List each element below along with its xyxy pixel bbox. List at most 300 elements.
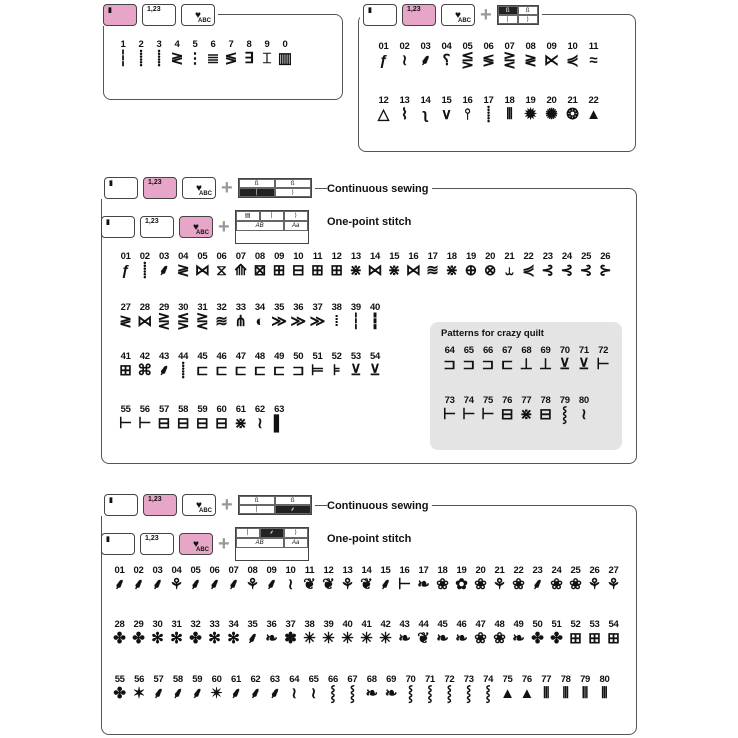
crazy-quilt-row-1 [440, 346, 613, 374]
stitch-item [459, 346, 478, 374]
stitch-item [362, 675, 381, 703]
stitch-pattern-icon: ⦀ [506, 106, 513, 123]
mode-cell[interactable]: ⸽ [498, 15, 518, 24]
stitch-item [270, 303, 289, 331]
stitch-pattern-icon: ⸾ [485, 685, 491, 702]
stitch-number: 22 [588, 95, 599, 106]
stitch-number: 61 [231, 674, 242, 685]
mode-cell[interactable]: ⸽ [260, 211, 284, 221]
stitch-item [231, 303, 250, 331]
stitch-item [206, 40, 220, 68]
stitch-number: 35 [274, 302, 285, 313]
stitch-item [300, 566, 319, 594]
stitch-item [458, 42, 477, 70]
mode-cell[interactable]: ⸙ [260, 528, 284, 538]
stitch-number: 70 [405, 674, 416, 685]
stitch-pattern-icon: ▲ [519, 685, 535, 702]
stitch-item [556, 675, 575, 703]
mode-cell[interactable]: ⟩ [518, 15, 538, 24]
stitch-item [458, 96, 477, 124]
character-key[interactable]: ♥ ABC [179, 533, 213, 555]
stitch-pattern-icon: ⋛ [503, 52, 516, 69]
stitch-number: 49 [274, 351, 285, 362]
character-key[interactable]: ♥ ABC [182, 177, 216, 199]
stitch-number: 08 [254, 251, 265, 262]
stitch-pattern-icon: ≋ [215, 313, 228, 330]
number-key[interactable]: 1,23 [142, 4, 176, 26]
stitch-item [574, 396, 593, 424]
stitch-item [478, 675, 497, 703]
stitch-item [442, 252, 461, 280]
stitch-pattern-icon: ⸾ [427, 685, 433, 702]
stitch-number: 51 [551, 619, 562, 630]
stitch-item [478, 396, 497, 424]
stitch-pattern-icon: ❧ [265, 630, 278, 647]
stitch-item [186, 566, 205, 594]
stitch-pattern-icon: ┆ [118, 50, 128, 67]
stitch-number: 62 [254, 404, 265, 415]
stitch-pattern-icon: ≫ [271, 313, 287, 330]
stitch-number: 01 [120, 251, 131, 262]
stitch-item [262, 566, 281, 594]
stitch-item [154, 405, 173, 433]
stitch-pattern-icon: ⸾ [349, 685, 356, 702]
stitch-number: 38 [331, 302, 342, 313]
stitch-pattern-icon: ⊻ [559, 356, 571, 373]
stitch-pattern-icon: ▲ [586, 106, 601, 123]
stitch-pattern-icon: ⫯ [464, 106, 471, 123]
mode-cell[interactable]: ß [498, 6, 518, 15]
stitch-number: 03 [158, 251, 169, 262]
panel3-stitch-row-4 [116, 405, 289, 433]
stitch-item [174, 252, 193, 280]
stitch-item [440, 346, 459, 374]
stitch-number: 20 [485, 251, 496, 262]
stitch-item [212, 303, 231, 331]
stitch-item [250, 352, 269, 380]
number-key[interactable]: 1,23 [143, 494, 177, 516]
stitch-item [135, 303, 154, 331]
mode-cell[interactable]: ⟩ [275, 188, 311, 197]
stitch-pattern-icon: ⚘ [606, 576, 621, 593]
mode-cell[interactable]: ß [518, 6, 538, 15]
stitch-item [604, 566, 623, 594]
stitch-pattern-icon: ⚘ [245, 576, 260, 593]
stitch-pattern-icon: ≀ [287, 576, 294, 593]
stitch-pattern-icon: ∨ [441, 106, 452, 123]
stitch-number: 71 [578, 345, 589, 356]
stitch-pattern-icon: ⋇ [387, 262, 401, 279]
stitch-item [116, 40, 130, 68]
stitch-number: 08 [525, 41, 536, 52]
mode-selector[interactable] [238, 495, 312, 515]
stitch-item [374, 96, 393, 124]
stitch-pattern-icon: ⸙ [132, 576, 145, 593]
stitch-number: 19 [456, 565, 467, 576]
stitch-number: 68 [521, 345, 532, 356]
mode-cell[interactable]: ⸽ [236, 528, 260, 538]
stitch-item [528, 620, 547, 648]
stitch-item [270, 352, 289, 380]
stitch-item [542, 42, 561, 70]
heart-icon: ♥ [193, 538, 199, 550]
stitch-pattern-icon: ⋇ [520, 406, 533, 423]
plus-icon: + [221, 177, 233, 199]
stitch-item [270, 405, 289, 433]
stitch-pattern-icon: ⊨ [310, 362, 324, 379]
stitch-pattern-icon: ≣ [206, 50, 220, 67]
stitch-number: 07 [228, 565, 239, 576]
stitch-pattern-icon: ❦ [322, 576, 335, 593]
stitch-number: 14 [361, 565, 372, 576]
number-key[interactable]: 1,23 [140, 533, 174, 555]
stitch-number: 65 [463, 345, 474, 356]
stitch-number: 38 [304, 619, 315, 630]
mode-cell[interactable]: AB [236, 221, 284, 231]
stitch-number: 78 [560, 674, 571, 685]
stitch-pattern-icon: ⸾ [330, 685, 336, 702]
mode-cell[interactable]: ▤ [236, 211, 260, 221]
mode-cell[interactable]: ß [239, 496, 275, 505]
mode-cell[interactable]: ß [239, 179, 275, 188]
utility-stitch-key[interactable]: ▮ [101, 533, 135, 555]
stitch-number: 06 [209, 565, 220, 576]
stitch-number: 09 [266, 565, 277, 576]
stitch-pattern-icon: ❀ [569, 576, 582, 593]
stitch-number: 48 [254, 351, 265, 362]
stitch-pattern-icon: ⋔ [234, 313, 247, 330]
stitch-pattern-icon: ⸙ [230, 685, 242, 702]
character-key[interactable]: ♥ ABC [182, 494, 216, 516]
stitch-item [547, 566, 566, 594]
stitch-number: 44 [178, 351, 189, 362]
stitch-pattern-icon: ⌇ [400, 106, 409, 123]
stitch-number: 21 [567, 95, 578, 106]
panel1-stitch-row [116, 40, 292, 68]
stitch-pattern-icon: ◐ [255, 313, 265, 330]
stitch-item [416, 42, 435, 70]
panel3-keys-row1 [101, 177, 315, 199]
stitch-item [346, 252, 365, 280]
stitch-pattern-icon: ⊢ [443, 406, 457, 423]
number-key[interactable]: 1,23 [143, 177, 177, 199]
stitch-item [528, 566, 547, 594]
mode-cell[interactable]: ß [275, 496, 311, 505]
stitch-item [452, 620, 471, 648]
stitch-number: 30 [152, 619, 163, 630]
mode-selector[interactable] [235, 210, 309, 244]
stitch-number: 31 [197, 302, 208, 313]
stitch-pattern-icon: ✻ [170, 630, 183, 647]
stitch-number: 57 [158, 404, 169, 415]
stitch-number: 79 [559, 395, 570, 406]
stitch-number: 23 [542, 251, 553, 262]
stitch-item [566, 620, 585, 648]
stitch-pattern-icon: ⋮ [187, 50, 203, 67]
stitch-item [250, 405, 269, 433]
stitch-number: 36 [266, 619, 277, 630]
utility-stitch-key[interactable]: ▮ [101, 216, 135, 238]
utility-stitch-key[interactable]: ▮ [104, 494, 138, 516]
stitch-number: 52 [331, 351, 342, 362]
stitch-pattern-icon: ✳ [303, 630, 316, 647]
stitch-pattern-icon: ✽ [284, 630, 297, 647]
mode-cell[interactable]: ß [275, 179, 311, 188]
mode-cell[interactable]: AB [236, 538, 284, 548]
continuous-sewing-label: Continuous sewing [327, 183, 432, 195]
stitch-item [224, 566, 243, 594]
mode-cell[interactable]: ⸙ [275, 505, 311, 514]
mode-selector[interactable] [238, 178, 312, 198]
character-key[interactable]: ♥ ABC [179, 216, 213, 238]
stitch-number: 12 [331, 251, 342, 262]
stitch-pattern-icon: ⸽ [181, 362, 186, 379]
stitch-pattern-icon: ⊢ [481, 406, 495, 423]
stitch-item [414, 566, 433, 594]
crazy-quilt-title: Patterns for crazy quilt [441, 328, 544, 339]
stitch-number: 47 [475, 619, 486, 630]
mode-cell[interactable]: ⟩ [284, 211, 308, 221]
stitch-item [395, 566, 414, 594]
stitch-pattern-icon: ⸮ [442, 52, 451, 69]
crazy-quilt-box [430, 322, 622, 450]
panel4-stitch-row-1 [110, 566, 623, 594]
stitch-pattern-icon: ⸙ [113, 576, 126, 593]
stitch-pattern-icon: ✳ [322, 630, 335, 647]
stitch-item [596, 252, 615, 280]
stitch-number: 33 [209, 619, 220, 630]
utility-stitch-key[interactable]: ▮ [363, 4, 397, 26]
stitch-item [246, 675, 265, 703]
stitch-pattern-icon: ≀ [310, 685, 317, 702]
stitch-item [207, 675, 226, 703]
stitch-number: 20 [546, 95, 557, 106]
stitch-item [538, 252, 557, 280]
stitch-item [188, 40, 202, 68]
stitch-pattern-icon: ⋞ [522, 262, 535, 279]
stitch-item [365, 303, 384, 331]
stitch-number: 74 [463, 395, 474, 406]
stitch-item [478, 346, 497, 374]
stitch-pattern-icon: ≷ [176, 262, 190, 279]
stitch-pattern-icon: ⌶ [262, 50, 272, 67]
stitch-pattern-icon: ❧ [384, 685, 398, 702]
utility-stitch-key[interactable]: ▮ [103, 4, 137, 26]
stitch-number: 8 [246, 39, 252, 50]
stitch-number: 55 [114, 674, 125, 685]
panel4-keys-row2 [101, 527, 309, 561]
stitch-number: 18 [504, 95, 515, 106]
stitch-pattern-icon: ✤ [550, 630, 563, 647]
stitch-pattern-icon: ≀ [257, 415, 263, 432]
stitch-number: 11 [312, 251, 323, 262]
stitch-pattern-icon: ⸙ [246, 630, 259, 647]
stitch-pattern-icon: ≀ [291, 685, 298, 702]
stitch-number: 04 [441, 41, 452, 52]
stitch-item [116, 352, 135, 380]
stitch-number: 48 [494, 619, 505, 630]
panel4-keys-row1 [101, 494, 315, 516]
stitch-number: 20 [475, 565, 486, 576]
stitch-number: 67 [347, 674, 358, 685]
plus-icon: + [221, 494, 233, 516]
stitch-item [212, 252, 231, 280]
stitch-item [205, 620, 224, 648]
stitch-pattern-icon: ⊢ [119, 415, 133, 432]
stitch-pattern-icon: ⊱ [598, 262, 612, 279]
stitch-item [566, 566, 585, 594]
stitch-pattern-icon: ⊟ [500, 406, 514, 423]
stitch-item [231, 252, 250, 280]
stitch-pattern-icon: ⸾ [407, 685, 414, 702]
stitch-pattern-icon: ≶ [482, 52, 495, 69]
stitch-number: 28 [114, 619, 125, 630]
stitch-pattern-icon: ❧ [365, 685, 379, 702]
stitch-pattern-icon: ✳ [360, 630, 373, 647]
stitch-pattern-icon: ❧ [455, 630, 468, 647]
stitch-pattern-icon: ƒ [121, 262, 130, 279]
stitch-pattern-icon: ⊰ [560, 262, 574, 279]
stitch-number: 43 [158, 351, 169, 362]
stitch-pattern-icon: ▥ [277, 50, 293, 67]
stitch-pattern-icon: ⥿ [505, 262, 514, 279]
mode-selector[interactable] [235, 527, 309, 561]
stitch-pattern-icon: ≷ [119, 313, 132, 330]
stitch-number: 13 [342, 565, 353, 576]
stitch-pattern-icon: ⋛ [157, 313, 171, 330]
stitch-pattern-icon: ✹ [524, 106, 537, 123]
stitch-item [563, 96, 582, 124]
stitch-pattern-icon: ❀ [436, 576, 449, 593]
stitch-item [498, 396, 517, 424]
stitch-number: 7 [228, 39, 234, 50]
stitch-number: 27 [608, 565, 619, 576]
character-key[interactable]: ♥ ABC [441, 4, 475, 26]
stitch-number: 30 [178, 302, 189, 313]
stitch-number: 31 [171, 619, 182, 630]
stitch-pattern-icon: ⊟ [215, 415, 228, 432]
stitch-item [231, 352, 250, 380]
stitch-pattern-icon: ⊻ [578, 356, 590, 373]
stitch-item [154, 252, 173, 280]
stitch-number: 41 [361, 619, 372, 630]
stitch-number: 16 [408, 251, 419, 262]
stitch-item [574, 346, 593, 374]
stitch-item [168, 675, 187, 703]
stitch-item [129, 675, 148, 703]
stitch-pattern-icon: ⸽ [157, 50, 161, 67]
stitch-item [265, 675, 284, 703]
stitch-number: 21 [494, 565, 505, 576]
stitch-item [490, 566, 509, 594]
stitch-number: 60 [216, 404, 227, 415]
stitch-number: 60 [211, 674, 222, 685]
heart-icon: ♥ [196, 182, 202, 194]
number-key[interactable]: 1,23 [140, 216, 174, 238]
mode-cell[interactable]: ⸽ [239, 188, 275, 197]
stitch-pattern-icon: ⸙ [227, 576, 240, 593]
stitch-pattern-icon: ⊞ [119, 362, 132, 379]
stitch-number: 16 [399, 565, 410, 576]
stitch-pattern-icon: ⸙ [158, 262, 170, 279]
stitch-pattern-icon: ✿ [455, 576, 468, 593]
stitch-item [327, 352, 346, 380]
stitch-pattern-icon: ⸙ [269, 685, 281, 702]
stitch-item [517, 346, 536, 374]
mode-cell[interactable]: ⸽ [239, 505, 275, 514]
stitch-number: 59 [197, 404, 208, 415]
stitch-item [170, 40, 184, 68]
stitch-pattern-icon: ✴ [210, 685, 223, 702]
stitch-item [262, 620, 281, 648]
stitch-item [575, 675, 594, 703]
stitch-pattern-icon: ⊢ [138, 415, 152, 432]
mode-selector[interactable] [497, 5, 539, 25]
character-key[interactable]: ♥ ABC [181, 4, 215, 26]
stitch-item [517, 675, 536, 703]
stitch-pattern-icon: ⸙ [265, 576, 278, 593]
stitch-number: 08 [247, 565, 258, 576]
stitch-pattern-icon: ⊢ [397, 576, 412, 593]
stitch-pattern-icon: ❀ [512, 576, 525, 593]
stitch-number: 69 [386, 674, 397, 685]
stitch-item [338, 566, 357, 594]
stitch-pattern-icon: ⊥ [519, 356, 533, 373]
stitch-pattern-icon: ⊐ [462, 356, 476, 373]
stitch-item [308, 252, 327, 280]
panel3-keys-row2 [101, 210, 309, 244]
stitch-number: 11 [588, 41, 599, 52]
stitch-item [433, 566, 452, 594]
stitch-number: 40 [370, 302, 381, 313]
heart-icon: ♥ [196, 499, 202, 511]
stitch-item [577, 252, 596, 280]
stitch-number: 0 [282, 39, 288, 50]
stitch-item [471, 620, 490, 648]
stitch-pattern-icon: ≀ [401, 52, 408, 69]
stitch-item [289, 252, 308, 280]
stitch-number: 17 [418, 565, 429, 576]
mode-cell[interactable]: ⟩ [284, 528, 308, 538]
stitch-number: 26 [589, 565, 600, 576]
number-key[interactable]: 1,23 [402, 4, 436, 26]
utility-stitch-key[interactable]: ▮ [104, 177, 138, 199]
stitch-number: 75 [482, 395, 493, 406]
stitch-pattern-icon: ⊏ [272, 362, 286, 379]
stitch-item [134, 40, 148, 68]
stitch-item [563, 42, 582, 70]
stitch-item [471, 566, 490, 594]
stitch-pattern-icon: ⊞ [330, 262, 343, 279]
stitch-item [346, 303, 365, 331]
stitch-pattern-icon: ✶ [132, 685, 146, 702]
mode-cell[interactable]: Aa [284, 221, 308, 231]
stitch-number: 18 [437, 565, 448, 576]
stitch-pattern-icon: ⊏ [215, 362, 228, 379]
stitch-number: 14 [420, 95, 431, 106]
mode-cell[interactable]: Aa [284, 538, 308, 548]
stitch-item [437, 96, 456, 124]
stitch-number: 36 [293, 302, 304, 313]
stitch-item [154, 352, 173, 380]
stitch-item [374, 42, 393, 70]
stitch-number: 54 [370, 351, 381, 362]
stitch-number: 25 [570, 565, 581, 576]
stitch-number: 75 [502, 674, 513, 685]
stitch-number: 11 [304, 565, 315, 576]
stitch-item [343, 675, 362, 703]
stitch-number: 57 [153, 674, 164, 685]
